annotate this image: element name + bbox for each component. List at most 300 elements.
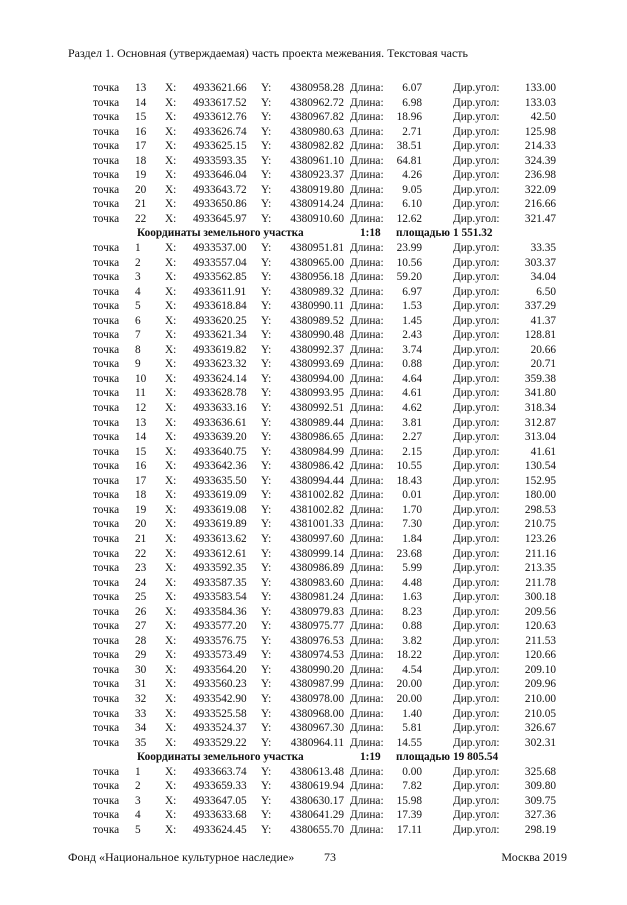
table-row bbox=[0, 154, 627, 169]
y-value: 4380914.24 bbox=[290, 198, 344, 211]
angle-value: 341.80 bbox=[524, 387, 556, 400]
angle-label: Дир.угол: bbox=[453, 794, 500, 807]
point-label: точка bbox=[93, 562, 120, 575]
y-label: Y: bbox=[261, 605, 272, 618]
angle-value: 34.04 bbox=[530, 271, 556, 284]
angle-value: 120.66 bbox=[524, 649, 556, 662]
angle-label: Дир.угол: bbox=[453, 692, 500, 705]
x-label: X: bbox=[165, 314, 177, 327]
y-label: Y: bbox=[261, 329, 272, 342]
point-number: 3 bbox=[135, 794, 141, 807]
angle-value: 211.78 bbox=[525, 576, 556, 589]
angle-value: 327.36 bbox=[524, 809, 556, 822]
point-number: 20 bbox=[135, 183, 147, 196]
y-value: 4380968.00 bbox=[290, 707, 344, 720]
table-row bbox=[0, 256, 627, 271]
angle-value: 309.75 bbox=[524, 794, 556, 807]
angle-label: Дир.угол: bbox=[453, 605, 500, 618]
length-label: Длина: bbox=[350, 329, 384, 342]
y-label: Y: bbox=[261, 212, 272, 225]
angle-value: 125.98 bbox=[524, 125, 556, 138]
angle-label: Дир.угол: bbox=[453, 154, 500, 167]
length-value: 4.62 bbox=[402, 402, 422, 415]
x-label: X: bbox=[165, 518, 177, 531]
length-label: Длина: bbox=[350, 518, 384, 531]
table-row bbox=[0, 212, 627, 227]
x-value: 4933619.08 bbox=[193, 503, 247, 516]
x-label: X: bbox=[165, 82, 177, 94]
table-row bbox=[0, 445, 627, 460]
x-label: X: bbox=[165, 605, 177, 618]
x-value: 4933617.52 bbox=[193, 96, 247, 109]
length-value: 6.07 bbox=[402, 82, 422, 94]
length-value: 59.20 bbox=[396, 271, 422, 284]
point-label: точка bbox=[93, 140, 120, 153]
angle-value: 313.04 bbox=[524, 431, 556, 444]
angle-value: 211.16 bbox=[525, 547, 556, 560]
length-value: 20.00 bbox=[396, 678, 422, 691]
table-row bbox=[0, 241, 627, 256]
x-label: X: bbox=[165, 474, 177, 487]
y-label: Y: bbox=[261, 663, 272, 676]
length-label: Длина: bbox=[350, 314, 384, 327]
angle-value: 214.33 bbox=[524, 140, 556, 153]
angle-label: Дир.угол: bbox=[453, 96, 500, 109]
point-number: 24 bbox=[135, 576, 147, 589]
y-value: 4380989.44 bbox=[290, 416, 344, 429]
x-label: X: bbox=[165, 372, 177, 385]
y-value: 4380993.95 bbox=[290, 387, 344, 400]
angle-label: Дир.угол: bbox=[453, 503, 500, 516]
x-label: X: bbox=[165, 809, 177, 822]
x-label: X: bbox=[165, 183, 177, 196]
x-label: X: bbox=[165, 692, 177, 705]
point-number: 15 bbox=[135, 445, 147, 458]
x-label: X: bbox=[165, 285, 177, 298]
table-row bbox=[0, 677, 627, 692]
point-label: точка bbox=[93, 809, 120, 822]
point-label: точка bbox=[93, 242, 120, 255]
table-row bbox=[0, 459, 627, 474]
point-label: точка bbox=[93, 314, 120, 327]
section-header bbox=[0, 750, 627, 765]
length-label: Длина: bbox=[350, 663, 384, 676]
point-number: 35 bbox=[135, 736, 147, 749]
point-label: точка bbox=[93, 678, 120, 691]
angle-value: 322.09 bbox=[524, 183, 556, 196]
y-label: Y: bbox=[261, 503, 272, 516]
length-value: 64.81 bbox=[396, 154, 422, 167]
x-value: 4933537.00 bbox=[193, 242, 247, 255]
point-number: 4 bbox=[135, 809, 141, 822]
length-value: 0.01 bbox=[402, 489, 422, 502]
angle-label: Дир.угол: bbox=[453, 212, 500, 225]
point-label: точка bbox=[93, 358, 120, 371]
angle-value: 298.19 bbox=[524, 823, 556, 836]
y-value: 4380961.10 bbox=[290, 154, 344, 167]
x-label: X: bbox=[165, 736, 177, 749]
table-row bbox=[0, 634, 627, 649]
y-value: 4380986.65 bbox=[290, 431, 344, 444]
point-label: точка bbox=[93, 605, 120, 618]
point-label: точка bbox=[93, 445, 120, 458]
y-label: Y: bbox=[261, 809, 272, 822]
point-number: 23 bbox=[135, 562, 147, 575]
y-value: 4380989.52 bbox=[290, 314, 344, 327]
table-row bbox=[0, 474, 627, 489]
angle-label: Дир.угол: bbox=[453, 489, 500, 502]
x-label: X: bbox=[165, 169, 177, 182]
x-label: X: bbox=[165, 620, 177, 633]
section-scale: 1:18 bbox=[360, 227, 381, 240]
y-label: Y: bbox=[261, 154, 272, 167]
point-label: точка bbox=[93, 765, 120, 778]
x-value: 4933628.78 bbox=[193, 387, 247, 400]
point-label: точка bbox=[93, 372, 120, 385]
x-value: 4933650.86 bbox=[193, 198, 247, 211]
length-value: 15.98 bbox=[396, 794, 422, 807]
x-value: 4933640.75 bbox=[193, 445, 247, 458]
x-value: 4933636.61 bbox=[193, 416, 247, 429]
angle-value: 20.66 bbox=[530, 343, 556, 356]
length-value: 6.10 bbox=[402, 198, 422, 211]
x-label: X: bbox=[165, 678, 177, 691]
table-row bbox=[0, 488, 627, 503]
y-label: Y: bbox=[261, 707, 272, 720]
x-label: X: bbox=[165, 663, 177, 676]
point-number: 8 bbox=[135, 343, 141, 356]
x-value: 4933592.35 bbox=[193, 562, 247, 575]
angle-label: Дир.угол: bbox=[453, 518, 500, 531]
y-value: 4380655.70 bbox=[290, 823, 344, 836]
table-row bbox=[0, 547, 627, 562]
point-number: 18 bbox=[135, 154, 147, 167]
point-label: точка bbox=[93, 285, 120, 298]
point-number: 14 bbox=[135, 96, 147, 109]
angle-value: 302.31 bbox=[524, 736, 556, 749]
length-label: Длина: bbox=[350, 285, 384, 298]
length-value: 4.26 bbox=[402, 169, 422, 182]
length-label: Длина: bbox=[350, 111, 384, 124]
x-value: 4933663.74 bbox=[193, 765, 247, 778]
length-value: 7.82 bbox=[402, 780, 422, 793]
y-label: Y: bbox=[261, 678, 272, 691]
point-label: точка bbox=[93, 532, 120, 545]
x-label: X: bbox=[165, 154, 177, 167]
length-label: Длина: bbox=[350, 809, 384, 822]
length-label: Длина: bbox=[350, 780, 384, 793]
y-value: 4380990.48 bbox=[290, 329, 344, 342]
angle-value: 318.34 bbox=[524, 402, 556, 415]
point-label: точка bbox=[93, 169, 120, 182]
y-value: 4380992.37 bbox=[290, 343, 344, 356]
angle-label: Дир.угол: bbox=[453, 125, 500, 138]
length-value: 14.55 bbox=[396, 736, 422, 749]
x-value: 4933635.50 bbox=[193, 474, 247, 487]
angle-label: Дир.угол: bbox=[453, 532, 500, 545]
y-value: 4380989.32 bbox=[290, 285, 344, 298]
angle-value: 210.00 bbox=[524, 692, 556, 705]
point-label: точка bbox=[93, 823, 120, 836]
y-label: Y: bbox=[261, 82, 272, 94]
x-value: 4933583.54 bbox=[193, 591, 247, 604]
length-label: Длина: bbox=[350, 474, 384, 487]
angle-label: Дир.угол: bbox=[453, 620, 500, 633]
x-value: 4933620.25 bbox=[193, 314, 247, 327]
y-value: 4380990.11 bbox=[290, 300, 344, 313]
length-value: 4.61 bbox=[402, 387, 422, 400]
length-label: Длина: bbox=[350, 649, 384, 662]
length-label: Длина: bbox=[350, 82, 384, 94]
y-label: Y: bbox=[261, 547, 272, 560]
length-value: 6.97 bbox=[402, 285, 422, 298]
point-number: 2 bbox=[135, 256, 141, 269]
angle-value: 133.03 bbox=[524, 96, 556, 109]
length-label: Длина: bbox=[350, 271, 384, 284]
length-label: Длина: bbox=[350, 692, 384, 705]
point-number: 31 bbox=[135, 678, 147, 691]
point-label: точка bbox=[93, 416, 120, 429]
x-label: X: bbox=[165, 576, 177, 589]
angle-value: 298.53 bbox=[524, 503, 556, 516]
coordinates-table bbox=[0, 81, 627, 837]
y-value: 4380990.20 bbox=[290, 663, 344, 676]
point-label: точка bbox=[93, 111, 120, 124]
length-label: Длина: bbox=[350, 634, 384, 647]
point-number: 10 bbox=[135, 372, 147, 385]
length-value: 4.64 bbox=[402, 372, 422, 385]
angle-label: Дир.угол: bbox=[453, 823, 500, 836]
angle-value: 210.75 bbox=[524, 518, 556, 531]
point-label: точка bbox=[93, 256, 120, 269]
y-value: 4380641.29 bbox=[290, 809, 344, 822]
point-label: точка bbox=[93, 125, 120, 138]
y-label: Y: bbox=[261, 576, 272, 589]
section-scale: 1:19 bbox=[360, 751, 381, 764]
length-value: 2.43 bbox=[402, 329, 422, 342]
angle-label: Дир.угол: bbox=[453, 445, 500, 458]
point-label: точка bbox=[93, 591, 120, 604]
x-value: 4933623.32 bbox=[193, 358, 247, 371]
angle-value: 123.26 bbox=[524, 532, 556, 545]
y-value: 4380967.30 bbox=[290, 722, 344, 735]
length-value: 1.70 bbox=[402, 503, 422, 516]
length-label: Длина: bbox=[350, 722, 384, 735]
point-label: точка bbox=[93, 154, 120, 167]
x-value: 4933613.62 bbox=[193, 532, 247, 545]
angle-value: 337.29 bbox=[524, 300, 556, 313]
y-value: 4380994.44 bbox=[290, 474, 344, 487]
angle-label: Дир.угол: bbox=[453, 809, 500, 822]
y-label: Y: bbox=[261, 620, 272, 633]
angle-value: 359.38 bbox=[524, 372, 556, 385]
point-number: 1 bbox=[135, 765, 141, 778]
length-value: 4.48 bbox=[402, 576, 422, 589]
y-value: 4380976.53 bbox=[290, 634, 344, 647]
y-label: Y: bbox=[261, 692, 272, 705]
y-label: Y: bbox=[261, 736, 272, 749]
angle-label: Дир.угол: bbox=[453, 402, 500, 415]
angle-label: Дир.угол: bbox=[453, 271, 500, 284]
x-value: 4933593.35 bbox=[193, 154, 247, 167]
x-label: X: bbox=[165, 271, 177, 284]
table-row bbox=[0, 532, 627, 547]
area-label: площадью bbox=[396, 227, 451, 240]
point-number: 17 bbox=[135, 474, 147, 487]
angle-value: 326.67 bbox=[524, 722, 556, 735]
point-label: точка bbox=[93, 518, 120, 531]
point-number: 18 bbox=[135, 489, 147, 502]
point-number: 33 bbox=[135, 707, 147, 720]
length-value: 4.54 bbox=[402, 663, 422, 676]
table-row bbox=[0, 386, 627, 401]
section-title: Координаты земельного участка bbox=[137, 751, 304, 764]
y-label: Y: bbox=[261, 140, 272, 153]
table-row bbox=[0, 648, 627, 663]
angle-value: 303.37 bbox=[524, 256, 556, 269]
x-value: 4933584.36 bbox=[193, 605, 247, 618]
y-value: 4380965.00 bbox=[290, 256, 344, 269]
table-row bbox=[0, 416, 627, 431]
y-value: 4380956.18 bbox=[290, 271, 344, 284]
x-value: 4933621.66 bbox=[193, 82, 247, 94]
point-label: точка bbox=[93, 271, 120, 284]
angle-value: 213.35 bbox=[524, 562, 556, 575]
length-label: Длина: bbox=[350, 242, 384, 255]
angle-label: Дир.угол: bbox=[453, 460, 500, 473]
length-label: Длина: bbox=[350, 736, 384, 749]
y-label: Y: bbox=[261, 431, 272, 444]
point-label: точка bbox=[93, 343, 120, 356]
table-row bbox=[0, 96, 627, 111]
point-number: 14 bbox=[135, 431, 147, 444]
x-label: X: bbox=[165, 416, 177, 429]
point-label: точка bbox=[93, 503, 120, 516]
x-label: X: bbox=[165, 489, 177, 502]
y-value: 4380982.82 bbox=[290, 140, 344, 153]
angle-label: Дир.угол: bbox=[453, 547, 500, 560]
angle-value: 41.37 bbox=[530, 314, 556, 327]
y-label: Y: bbox=[261, 343, 272, 356]
angle-label: Дир.угол: bbox=[453, 780, 500, 793]
point-number: 5 bbox=[135, 300, 141, 313]
x-label: X: bbox=[165, 343, 177, 356]
y-label: Y: bbox=[261, 285, 272, 298]
point-number: 5 bbox=[135, 823, 141, 836]
x-value: 4933639.20 bbox=[193, 431, 247, 444]
length-label: Длина: bbox=[350, 212, 384, 225]
length-label: Длина: bbox=[350, 183, 384, 196]
angle-label: Дир.угол: bbox=[453, 707, 500, 720]
table-row bbox=[0, 343, 627, 358]
point-label: точка bbox=[93, 96, 120, 109]
angle-value: 321.47 bbox=[524, 212, 556, 225]
length-value: 1.53 bbox=[402, 300, 422, 313]
angle-value: 210.05 bbox=[524, 707, 556, 720]
length-label: Длина: bbox=[350, 823, 384, 836]
x-value: 4933647.05 bbox=[193, 794, 247, 807]
angle-value: 209.96 bbox=[524, 678, 556, 691]
angle-label: Дир.угол: bbox=[453, 678, 500, 691]
length-value: 17.39 bbox=[396, 809, 422, 822]
y-value: 4381002.82 bbox=[290, 503, 344, 516]
point-label: точка bbox=[93, 620, 120, 633]
y-value: 4380630.17 bbox=[290, 794, 344, 807]
table-row bbox=[0, 299, 627, 314]
length-label: Длина: bbox=[350, 765, 384, 778]
point-number: 12 bbox=[135, 402, 147, 415]
length-value: 1.63 bbox=[402, 591, 422, 604]
length-label: Длина: bbox=[350, 140, 384, 153]
angle-value: 20.71 bbox=[530, 358, 556, 371]
y-label: Y: bbox=[261, 794, 272, 807]
y-value: 4380993.69 bbox=[290, 358, 344, 371]
angle-value: 6.50 bbox=[536, 285, 556, 298]
angle-value: 216.66 bbox=[524, 198, 556, 211]
table-row bbox=[0, 619, 627, 634]
point-label: точка bbox=[93, 329, 120, 342]
point-number: 17 bbox=[135, 140, 147, 153]
y-label: Y: bbox=[261, 372, 272, 385]
point-label: точка bbox=[93, 183, 120, 196]
x-label: X: bbox=[165, 402, 177, 415]
table-row bbox=[0, 561, 627, 576]
angle-label: Дир.угол: bbox=[453, 314, 500, 327]
y-value: 4380986.89 bbox=[290, 562, 344, 575]
x-value: 4933524.37 bbox=[193, 722, 247, 735]
x-value: 4933646.04 bbox=[193, 169, 247, 182]
point-number: 30 bbox=[135, 663, 147, 676]
length-label: Длина: bbox=[350, 503, 384, 516]
y-label: Y: bbox=[261, 823, 272, 836]
table-row bbox=[0, 430, 627, 445]
table-row bbox=[0, 590, 627, 605]
length-value: 18.96 bbox=[396, 111, 422, 124]
point-number: 3 bbox=[135, 271, 141, 284]
point-number: 20 bbox=[135, 518, 147, 531]
angle-label: Дир.угол: bbox=[453, 358, 500, 371]
x-value: 4933619.09 bbox=[193, 489, 247, 502]
angle-label: Дир.угол: bbox=[453, 111, 500, 124]
angle-label: Дир.угол: bbox=[453, 474, 500, 487]
x-value: 4933564.20 bbox=[193, 663, 247, 676]
angle-label: Дир.угол: bbox=[453, 722, 500, 735]
angle-value: 325.68 bbox=[524, 765, 556, 778]
angle-label: Дир.угол: bbox=[453, 256, 500, 269]
y-value: 4380999.14 bbox=[290, 547, 344, 560]
point-label: точка bbox=[93, 722, 120, 735]
length-label: Длина: bbox=[350, 125, 384, 138]
y-value: 4381002.82 bbox=[290, 489, 344, 502]
y-value: 4380964.11 bbox=[290, 736, 344, 749]
y-value: 4380613.48 bbox=[290, 765, 344, 778]
y-label: Y: bbox=[261, 198, 272, 211]
x-label: X: bbox=[165, 387, 177, 400]
angle-value: 41.61 bbox=[530, 445, 556, 458]
point-label: точка bbox=[93, 780, 120, 793]
length-value: 20.00 bbox=[396, 692, 422, 705]
y-value: 4380994.00 bbox=[290, 372, 344, 385]
y-label: Y: bbox=[261, 169, 272, 182]
point-label: точка bbox=[93, 707, 120, 720]
length-label: Длина: bbox=[350, 547, 384, 560]
length-label: Длина: bbox=[350, 358, 384, 371]
length-value: 2.15 bbox=[402, 445, 422, 458]
length-label: Длина: bbox=[350, 794, 384, 807]
y-label: Y: bbox=[261, 271, 272, 284]
point-label: точка bbox=[93, 649, 120, 662]
angle-label: Дир.угол: bbox=[453, 169, 500, 182]
